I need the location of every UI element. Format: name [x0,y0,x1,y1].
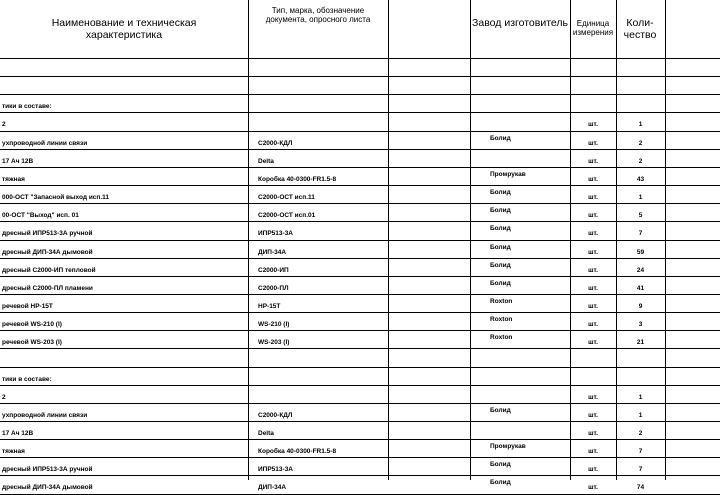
cell-name: дресный ДИП-34А дымовой [2,249,93,256]
cell-name: 2 [2,394,6,401]
cell-unit: шт. [588,140,598,147]
cell-type: С2000-ПЛ [258,285,289,292]
cell-qty: 5 [638,212,643,219]
row-divider [0,439,720,440]
cell-unit: шт. [588,267,598,274]
row-divider [0,457,720,458]
row-divider [0,367,720,368]
cell-unit: шт. [588,303,598,310]
cell-name: дресный ИПР513-3А ручной [2,466,93,473]
cell-qty: 7 [638,230,643,237]
row-divider [0,94,720,95]
cell-qty: 59 [636,249,645,256]
cell-qty: 21 [636,339,645,346]
cell-type: С2000-ОСТ исп.11 [258,194,315,201]
cell-maker: Болид [490,225,511,232]
cell-maker: Roxton [490,316,513,323]
cell-type: WS-203 (I) [258,339,290,346]
header-type: Тип, марка, обозначение документа, опросного листа [265,6,371,25]
row-divider [0,149,720,150]
cell-unit: шт. [588,121,598,128]
cell-name: дресный ИПР513-3А ручной [2,230,93,237]
cell-name: речевой WS-210 (I) [2,321,62,328]
header-divider [0,58,720,59]
cell-type: ИПР513-3А [258,466,293,473]
row-divider [0,330,720,331]
cell-unit: шт. [588,230,598,237]
row-divider [0,203,720,204]
cell-qty: 2 [638,430,643,437]
cell-unit: шт. [588,158,598,165]
cell-unit: шт. [588,194,598,201]
cell-qty: 2 [638,140,643,147]
cell-name: ухпроводной линии связи [2,412,88,419]
cell-maker: Болид [490,189,511,196]
cell-maker: Болид [490,280,511,287]
row-divider [0,131,720,132]
cell-maker: Болид [490,461,511,468]
cell-unit: шт. [588,412,598,419]
cell-name: ухпроводной линии связи [2,140,88,147]
row-divider [0,240,720,241]
row-divider [0,312,720,313]
cell-unit: шт. [588,430,598,437]
row-divider [0,167,720,168]
cell-type: С2000-КДЛ [258,412,293,419]
cell-name: дресный ДИП-34А дымовой [2,484,93,491]
cell-type: Коробка 40-0300-FR1.5-8 [258,448,337,455]
cell-qty: 1 [638,394,643,401]
cell-unit: шт. [588,249,598,256]
cell-maker: Промрукав [490,171,526,178]
cell-type: ИПР513-3А [258,230,293,237]
cell-type: Delta [258,158,274,165]
row-divider [0,221,720,222]
cell-maker: Roxton [490,298,513,305]
cell-name: 17 Ач 12В [2,430,34,437]
cell-unit: шт. [588,448,598,455]
cell-type: ДИП-34А [258,249,287,256]
cell-unit: шт. [588,321,598,328]
cell-qty: 9 [638,303,643,310]
cell-maker: Промрукав [490,443,526,450]
cell-qty: 2 [638,158,643,165]
cell-name: речевой WS-203 (I) [2,339,62,346]
header-unit: Единица измерения [572,19,614,38]
cell-maker: Roxton [490,334,513,341]
cell-type: WS-210 (I) [258,321,290,328]
cell-qty: 1 [638,194,643,201]
cell-unit: шт. [588,285,598,292]
cell-name: тики в составе: [2,376,52,383]
cell-name: 17 Ач 12В [2,158,34,165]
row-divider [0,112,720,113]
cell-unit: шт. [588,176,598,183]
cell-qty: 7 [638,448,643,455]
row-divider [0,475,720,476]
row-divider [0,294,720,295]
cell-type: С2000-ОСТ исп.01 [258,212,316,219]
header-qty: Коли-чество [623,17,657,42]
header-maker: Завод изготовитель [472,17,568,29]
cell-qty: 7 [638,466,643,473]
cell-unit: шт. [588,484,598,491]
cell-type: НР-15Т [258,303,281,310]
row-divider [0,76,720,77]
row-divider [0,403,720,404]
cell-maker: Болид [490,479,511,486]
cell-maker: Болид [490,407,511,414]
row-divider [0,348,720,349]
cell-qty: 43 [636,176,645,183]
cell-name: тяжная [2,448,25,455]
cell-type: Коробка 40-0300-FR1.5-8 [258,176,337,183]
cell-type: ДИП-34А [258,484,287,491]
cell-type: С2000-ИП [258,267,289,274]
cell-type: Delta [258,430,274,437]
cell-name: речевой НР-15Т [2,303,53,310]
cell-type: С2000-КДЛ [258,140,293,147]
row-divider [0,258,720,259]
cell-qty: 24 [636,267,645,274]
cell-name: 00-ОСТ "Выход" исп. 01 [2,212,79,219]
cell-qty: 74 [636,484,645,491]
cell-maker: Болид [490,262,511,269]
cell-name: дресный С2000-ПЛ пламени [2,285,93,292]
cell-qty: 1 [638,412,643,419]
cell-qty: 41 [636,285,645,292]
cell-name: 000-ОСТ "Запасной выход исп.11 [2,194,110,201]
cell-name: тяжная [2,176,25,183]
cell-name: 2 [2,121,6,128]
row-divider [0,385,720,386]
cell-name: тики в составе: [2,103,52,110]
row-divider [0,421,720,422]
cell-unit: шт. [588,466,598,473]
cell-name: дресный С2000-ИП тепловой [2,267,96,274]
header-name: Наименование и техническая характеристика [51,17,197,42]
cell-qty: 3 [638,321,643,328]
cell-maker: Болид [490,135,511,142]
row-divider [0,276,720,277]
cell-unit: шт. [588,212,598,219]
cell-qty: 1 [638,121,643,128]
row-divider [0,185,720,186]
cell-unit: шт. [588,394,598,401]
cell-maker: Болид [490,244,511,251]
cell-maker: Болид [490,207,511,214]
cell-unit: шт. [588,339,598,346]
